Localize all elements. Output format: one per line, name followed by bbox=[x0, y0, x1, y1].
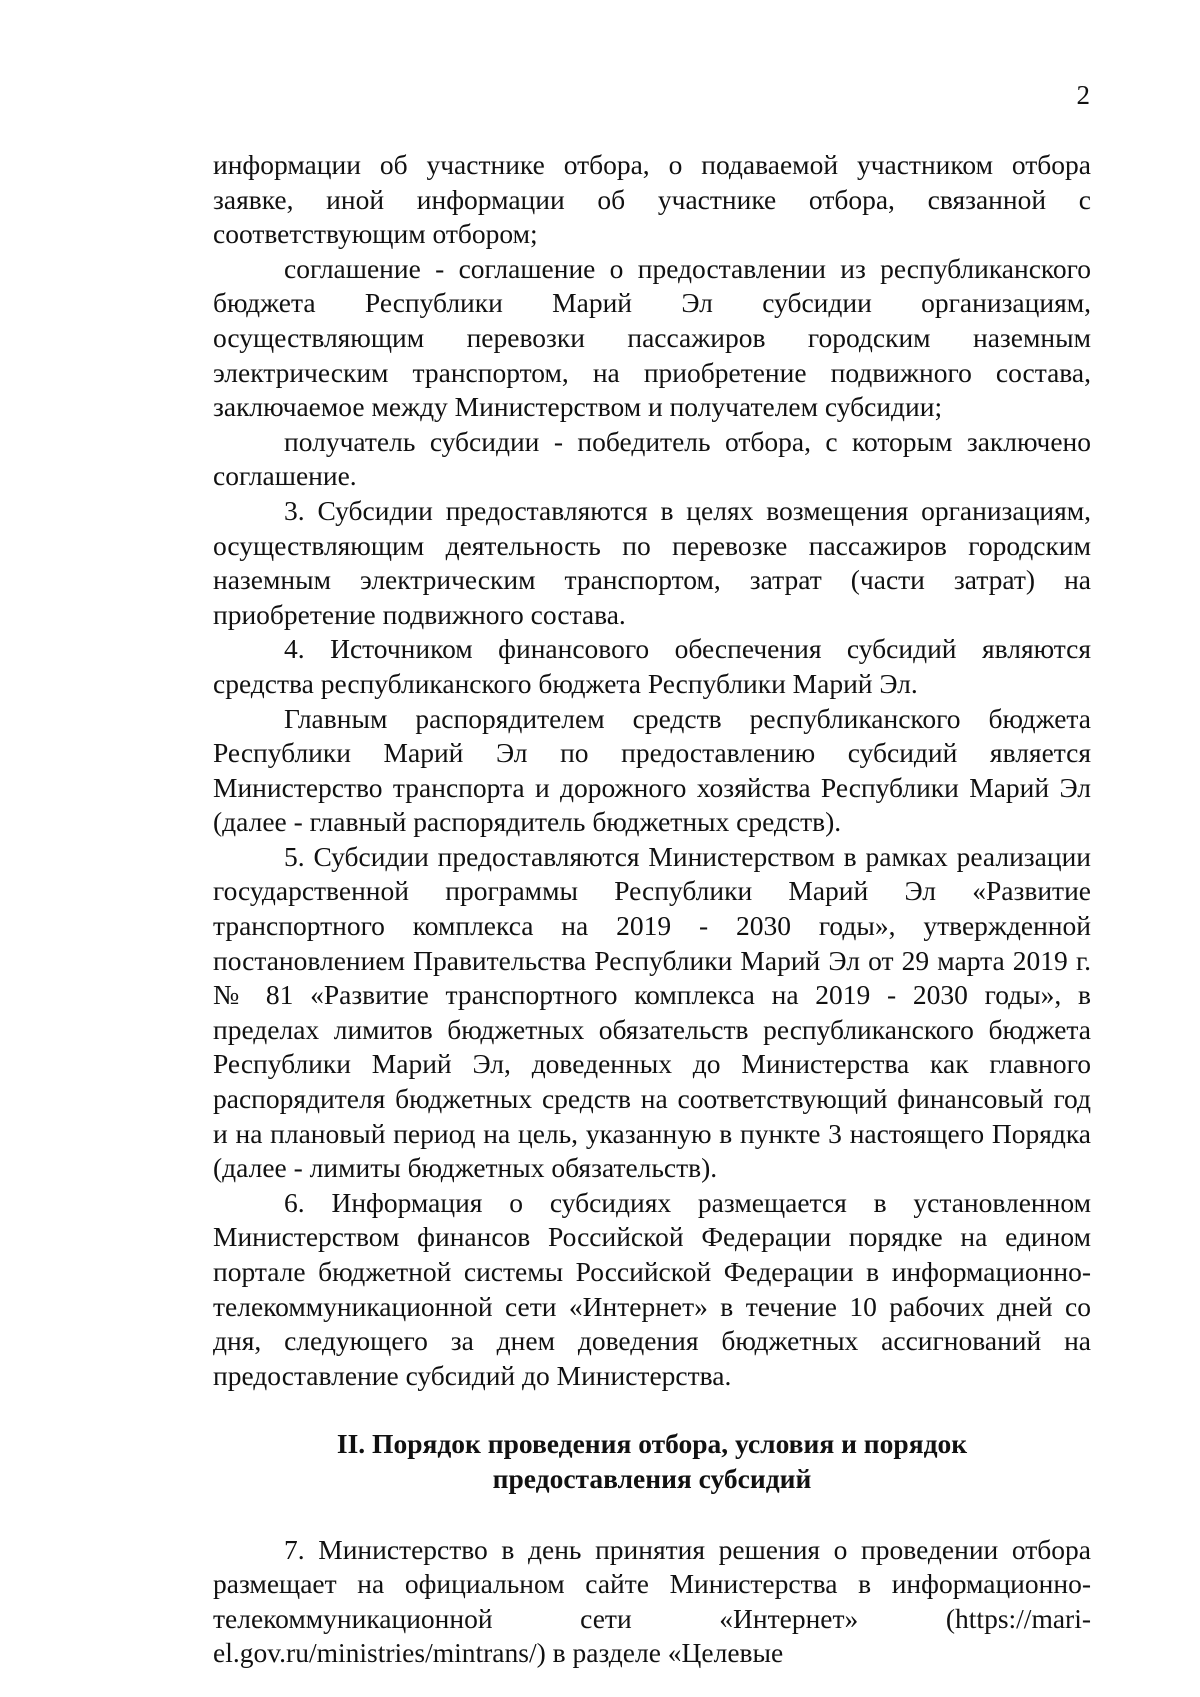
paragraph-recipient-definition: получатель субсидии - победитель отбора, с которым заключено соглашение. bbox=[213, 425, 1091, 492]
document-body bbox=[213, 148, 1091, 1671]
section-heading-line1: II. Порядок проведения отбора, условия и порядок bbox=[336, 1428, 968, 1460]
paragraph-item-7: 7. Министерство в день принятия решения о проведении отбора размещает на официальном сайте Министерства в информационно-телекоммуникационной сети «Интернет» (https://mari-el.gov.ru/ministries/mintrans/) в разделе «Целевые bbox=[213, 1533, 1091, 1669]
paragraph-item-4: 4. Источником финансового обеспечения субсидий являются средства республиканского бюджета Республики Марий Эл. bbox=[213, 633, 1091, 699]
section-heading bbox=[213, 1427, 1091, 1496]
paragraph-participant-info: информации об участнике отбора, о подаваемой участником отбора заявке, иной информации об участнике отбора, связанной с соответствующим отбором; bbox=[213, 149, 1091, 250]
section-heading-line2: предоставления субсидий bbox=[492, 1462, 812, 1494]
paragraph-item-5: 5. Субсидии предоставляются Министерством в рамках реализации государственной программы Республики Марий Эл «Развитие транспортного комплекса на 2019 - 2030 годы», утвержденной постановлением Правительства Республики Марий Эл от 29 марта 2019 г. № 81 «Развитие транспортного комплекса на 2019 - 2030 годы», в пределах лимитов бюджетных обязательств республиканского бюджета Республики Марий Эл, доведенных до Министерства как главного распорядителя бюджетных средств на соответствующий финансовый год и на плановый период на цель, указанную в пункте 3 настоящего Порядка (далее - лимиты бюджетных обязательств). bbox=[213, 840, 1091, 1184]
paragraph-agreement-definition: соглашение - соглашение о предоставлении из республиканского бюджета Республики Марий Эл субсидии организациям, осуществляющим перевозки пассажиров городским наземным электрическим транспортом, на приобретение подвижного состава, заключаемое между Министерством и получателем субсидии; bbox=[213, 252, 1091, 423]
paragraph-item-6: 6. Информация о субсидиях размещается в установленном Министерством финансов Российской Федерации порядке на едином портале бюджетной системы Российской Федерации в информационно-телекоммуникационной сети «Интернет» в течение 10 рабочих дней со дня, следующего за днем доведения бюджетных ассигнований на предоставление субсидий до Министерства. bbox=[213, 1186, 1091, 1391]
page-number: 2 bbox=[1076, 80, 1090, 110]
paragraph-item-3: 3. Субсидии предоставляются в целях возмещения организациям, осуществляющим деятельность по перевозке пассажиров городским наземным электрическим транспортом, затрат (части затрат) на приобретение подвижного состава. bbox=[213, 494, 1091, 630]
paragraph-main-manager: Главным распорядителем средств республиканского бюджета Республики Марий Эл по предоставлению субсидий является Министерство транспорта и дорожного хозяйства Республики Марий Эл (далее - главный распорядитель бюджетных средств). bbox=[213, 702, 1091, 838]
